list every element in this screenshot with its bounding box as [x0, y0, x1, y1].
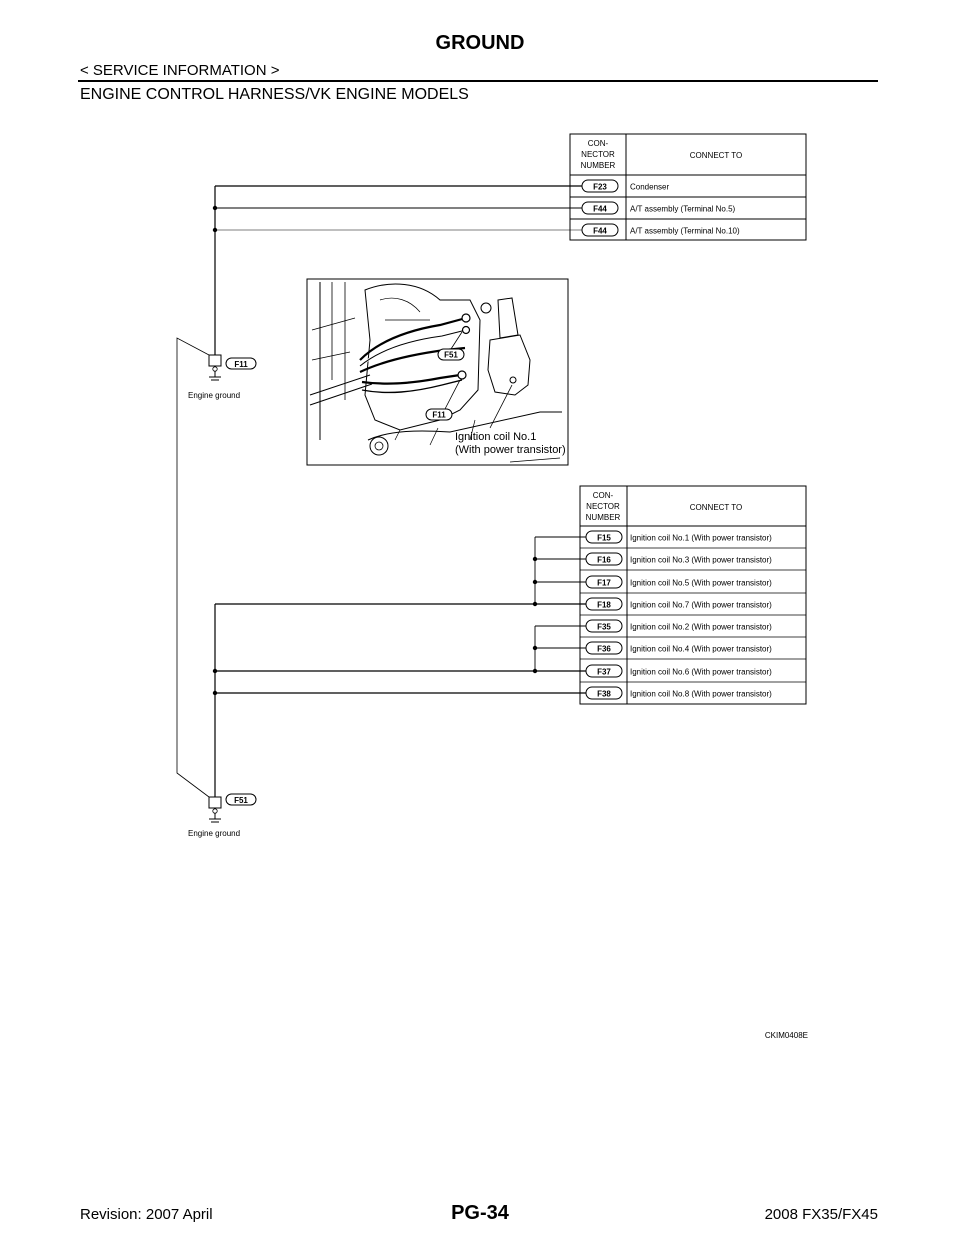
- section-label: < SERVICE INFORMATION >: [80, 62, 280, 79]
- ground-label: Engine ground: [188, 391, 241, 400]
- splice-dot: [213, 228, 217, 232]
- connector-badge: F35: [597, 622, 611, 632]
- bottom-row-0: [586, 531, 772, 543]
- splice-dot: [533, 602, 537, 606]
- bottom-row-4: [586, 620, 772, 632]
- connect-to-label: Ignition coil No.2 (With power transistor): [630, 622, 772, 632]
- connector-badge: F38: [597, 689, 611, 699]
- top-row-2: [582, 224, 740, 236]
- splice-dot: [213, 669, 217, 673]
- connect-to-label: A/T assembly (Terminal No.5): [630, 204, 736, 214]
- bottom-row-5: [586, 642, 772, 654]
- ground-f11: [188, 355, 256, 400]
- bottom-col2-header: CONNECT TO: [689, 503, 743, 512]
- connect-to-label: Ignition coil No.8 (With power transistor): [630, 689, 772, 699]
- page-title: GROUND: [435, 32, 525, 54]
- connector-badge: F36: [597, 644, 611, 654]
- connector-badge: F44: [593, 226, 607, 236]
- figure-code: CKIM0408E: [764, 1031, 808, 1040]
- ground-f51: [188, 794, 256, 838]
- footer-revision: Revision: 2007 April: [80, 1206, 213, 1223]
- connector-badge: F15: [597, 533, 611, 543]
- top-col2-header: CONNECT TO: [689, 151, 743, 160]
- bottom-col1-header-2: NECTOR: [586, 502, 620, 511]
- splice-dot: [533, 669, 537, 673]
- connector-badge: F18: [597, 600, 611, 610]
- splice-dot: [533, 580, 537, 584]
- footer-page-number: PG-34: [451, 1202, 509, 1224]
- callout-f51: F51: [444, 350, 458, 360]
- footer-model: 2008 FX35/FX45: [764, 1206, 878, 1223]
- connect-to-label: Ignition coil No.1 (With power transistor): [630, 533, 772, 543]
- ground-link-wire: [177, 338, 209, 797]
- connector-badge: F16: [597, 555, 611, 565]
- connect-to-label: Ignition coil No.4 (With power transistor): [630, 644, 772, 654]
- connect-to-label: Ignition coil No.5 (With power transistor): [630, 578, 772, 588]
- connect-to-label: Ignition coil No.6 (With power transistor): [630, 667, 772, 677]
- splice-dot: [213, 691, 217, 695]
- ground-connector-badge: F51: [234, 796, 248, 805]
- engine-illustration: [307, 279, 568, 465]
- bottom-row-7: [586, 687, 772, 699]
- bottom-row-1: [586, 553, 772, 565]
- top-connector-table: [570, 134, 806, 240]
- bottom-connector-table: [580, 486, 806, 704]
- f51-harness-wires: [215, 537, 586, 797]
- connector-badge: F23: [593, 182, 607, 192]
- ground-connector-badge: F11: [234, 360, 248, 369]
- splice-dot: [213, 206, 217, 210]
- connector-badge: F17: [597, 578, 611, 588]
- illustration-caption-line-1: Ignition coil No.1: [455, 431, 537, 443]
- bottom-col1-header-1: CON-: [592, 491, 614, 500]
- connector-badge: F37: [597, 667, 611, 677]
- connector-badge: F44: [593, 204, 607, 214]
- callout-f11: F11: [432, 410, 446, 420]
- splice-dot: [533, 557, 537, 561]
- top-row-1: [582, 202, 736, 214]
- bottom-row-6: [586, 665, 772, 677]
- splice-dot: [533, 646, 537, 650]
- connect-to-label: Ignition coil No.3 (With power transistor): [630, 555, 772, 565]
- bottom-row-2: [586, 576, 772, 588]
- connect-to-label: Ignition coil No.7 (With power transistor): [630, 600, 772, 610]
- page-subtitle: ENGINE CONTROL HARNESS/VK ENGINE MODELS: [80, 86, 469, 103]
- top-col1-header-2: NECTOR: [581, 150, 615, 159]
- bottom-col1-header-3: NUMBER: [585, 513, 621, 522]
- top-col1-header-1: CON-: [587, 139, 609, 148]
- top-col1-header-3: NUMBER: [580, 161, 616, 170]
- connect-to-label: Condenser: [630, 182, 670, 192]
- illustration-caption-line-2: (With power transistor): [455, 444, 566, 456]
- bottom-row-3: [586, 598, 772, 610]
- ground-label: Engine ground: [188, 829, 241, 838]
- connect-to-label: A/T assembly (Terminal No.10): [630, 226, 740, 236]
